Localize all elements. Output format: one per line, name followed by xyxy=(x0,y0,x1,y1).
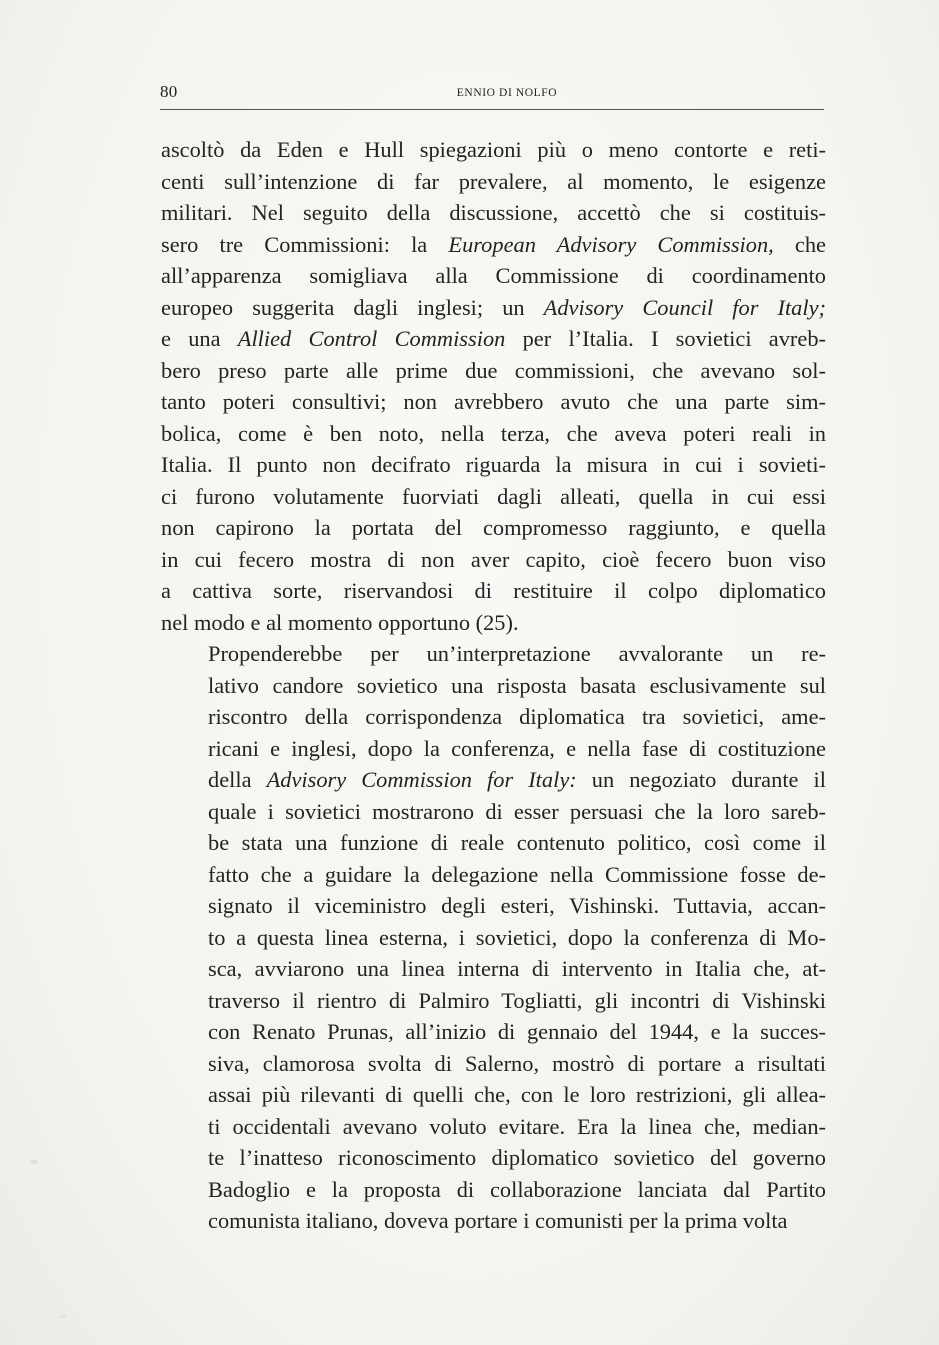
text-line xyxy=(161,1174,826,1206)
text-line xyxy=(161,355,826,387)
text-segment: assai più rilevanti di quelli che, con le loro restrizioni, gli allea- xyxy=(208,1082,826,1107)
text-line xyxy=(161,575,826,607)
text-line xyxy=(161,197,826,229)
text-segment: per l’Italia. I sovietici avreb- xyxy=(505,326,826,351)
paragraph-1 xyxy=(161,134,826,638)
text-line xyxy=(161,1142,826,1174)
text-line xyxy=(161,733,826,765)
text-line xyxy=(161,764,826,796)
text-line xyxy=(161,890,826,922)
text-line xyxy=(161,166,826,198)
text-segment: e una xyxy=(161,326,238,351)
text-segment: fatto che a guidare la delegazione nella Commissione fosse de- xyxy=(208,861,826,887)
text-line xyxy=(161,1111,826,1143)
text-line xyxy=(161,292,826,324)
text-line xyxy=(161,638,826,670)
text-line xyxy=(161,985,826,1017)
text-segment: Badoglio e la proposta di collaborazione lanciata dal Partito xyxy=(208,1176,826,1202)
text-segment: non capirono la portata del compromesso raggiunto, e quella xyxy=(161,515,826,540)
text-line xyxy=(161,544,826,576)
text-segment: ti occidentali avevano voluto evitare. Era la linea che, median- xyxy=(208,1113,826,1139)
body-text xyxy=(161,134,826,1237)
text-line xyxy=(161,418,826,450)
italic-title: Allied Control Commission xyxy=(237,326,506,351)
page-smudge xyxy=(30,1160,38,1164)
text-segment: Italia. Il punto non decifrato riguarda la misura in cui i sovieti- xyxy=(161,452,826,477)
text-line xyxy=(161,1079,826,1111)
text-segment: ricani e inglesi, dopo la conferenza, e nella fase di costituzione xyxy=(208,735,826,761)
text-segment: ci furono volutamente fuorviati dagli alleati, quella in cui essi xyxy=(161,483,826,509)
text-segment: te l’inatteso riconoscimento diplomatico sovietico del governo xyxy=(208,1145,826,1170)
text-line xyxy=(161,386,826,418)
text-segment: europeo suggerita dagli inglesi; un xyxy=(161,294,544,320)
text-line xyxy=(161,134,826,166)
text-line xyxy=(161,1205,826,1237)
text-segment: un negoziato durante il xyxy=(576,767,826,792)
text-segment: comunista italiano, doveva portare i comunisti per la prima volta xyxy=(208,1208,788,1233)
text-line xyxy=(161,607,826,639)
text-line xyxy=(161,260,826,292)
text-segment: riscontro della corrispondenza diplomatica tra sovietici, ame- xyxy=(208,704,826,729)
text-segment: be stata una funzione di reale contenuto politico, così come il xyxy=(208,830,826,855)
text-segment: Propenderebbe per un’interpretazione avvalorante un re- xyxy=(208,641,826,666)
text-segment: con Renato Prunas, all’inizio di gennaio del 1944, e la succes- xyxy=(208,1019,826,1044)
italic-title: Advisory Commission for Italy: xyxy=(266,767,577,792)
page-header xyxy=(160,82,824,106)
page-smudge xyxy=(60,1315,67,1318)
text-line xyxy=(161,229,826,261)
text-segment: nel modo e al momento opportuno (25). xyxy=(161,609,519,635)
paragraph-2 xyxy=(161,638,826,1237)
running-head: ENNIO DI NOLFO xyxy=(456,87,558,99)
text-segment: militari. Nel seguito della discussione, accettò che si costituis- xyxy=(161,200,826,225)
text-segment: all’apparenza somigliava alla Commissione di coordinamento xyxy=(161,263,826,288)
text-segment: bolica, come è ben noto, nella terza, che aveva poteri reali in xyxy=(161,420,826,446)
text-line xyxy=(161,1016,826,1048)
text-line xyxy=(161,859,826,891)
text-segment: bero preso parte alle prime due commissioni, che avevano sol- xyxy=(161,357,826,383)
text-line xyxy=(161,827,826,859)
text-line xyxy=(161,796,826,828)
text-segment: sero tre Commissioni: la xyxy=(161,231,449,257)
page-number: 80 xyxy=(160,82,178,101)
text-line xyxy=(161,323,826,355)
text-line xyxy=(161,481,826,513)
text-line xyxy=(161,701,826,733)
text-segment: della xyxy=(208,767,267,792)
text-segment: a cattiva sorte, riservandosi di restituire il colpo diplomatico xyxy=(161,578,826,603)
text-line xyxy=(161,449,826,481)
italic-title: European Advisory Commission, xyxy=(448,231,774,257)
text-segment: sca, avviarono una linea interna di intervento in Italia che, at- xyxy=(208,956,826,981)
text-segment: traverso il rientro di Palmiro Togliatti, gli incontri di Vishinski xyxy=(208,987,826,1013)
text-line xyxy=(161,512,826,544)
text-segment: tanto poteri consultivi; non avrebbero avuto che una parte sim- xyxy=(161,389,826,414)
text-segment: ascoltò da Eden e Hull spiegazioni più o meno contorte e reti- xyxy=(161,137,826,162)
text-segment: siva, clamorosa svolta di Salerno, mostrò di portare a risultati xyxy=(208,1050,826,1076)
text-segment: che xyxy=(773,231,826,257)
text-line xyxy=(161,1048,826,1080)
text-segment: in cui fecero mostra di non aver capito, cioè fecero buon viso xyxy=(161,546,826,572)
text-line xyxy=(161,953,826,985)
header-rule xyxy=(160,109,824,110)
text-line xyxy=(161,922,826,954)
text-segment: to a questa linea esterna, i sovietici, dopo la conferenza di Mo- xyxy=(208,924,826,950)
text-segment: signato il viceministro degli esteri, Vishinski. Tuttavia, accan- xyxy=(208,893,826,918)
text-segment: centi sull’intenzione di far prevalere, al momento, le esigenze xyxy=(161,168,826,194)
italic-title: Advisory Council for Italy; xyxy=(543,294,826,320)
text-segment: lativo candore sovietico una risposta basata esclusivamente sul xyxy=(208,672,826,698)
text-line xyxy=(161,670,826,702)
text-segment: quale i sovietici mostrarono di esser persuasi che la loro sareb- xyxy=(208,798,826,824)
